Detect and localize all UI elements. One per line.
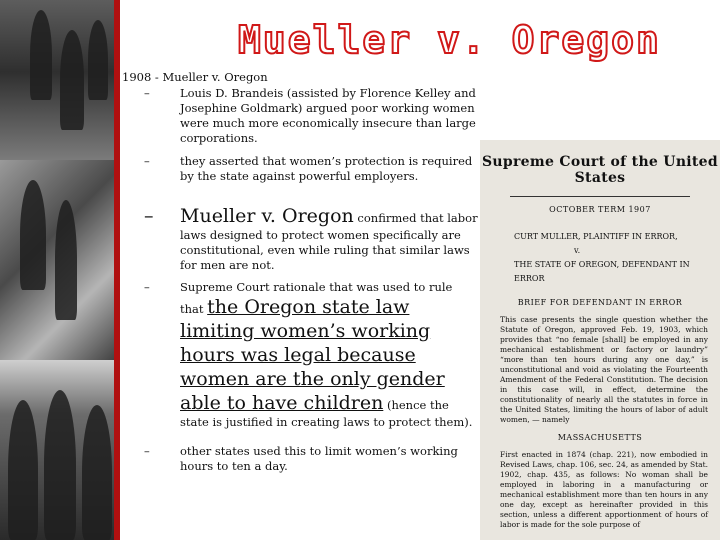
- bullet-text: confirmed that labor laws designed to protect women specifically are constitutional, even while ruling that similar laws for men are not.: [180, 211, 478, 272]
- bullet-text: (hence the state is justified in creating laws to protect them).: [180, 398, 473, 429]
- court-term: OCTOBER TERM 1907: [549, 205, 651, 214]
- bullet-text: Louis D. Brandeis (assisted by Florence Kelley and Josephine Goldmark) argued poor working women were much more economically insecure than large corporations.: [180, 86, 476, 145]
- bullet-dash: –: [144, 280, 150, 294]
- photo-factory-children: [0, 160, 120, 360]
- photo-women-protest: [0, 360, 120, 540]
- defendant: THE STATE OF OREGON, DEFENDANT IN ERROR: [514, 260, 690, 283]
- brief-title: BRIEF FOR DEFENDANT IN ERROR: [517, 298, 683, 307]
- brief-body: This case presents the single question whether the Statute of Oregon, approved Feb. 19, 1903, which provides that “no female [shall] be employed in any mechanical establishment or factory or laundry” “more than ten hours during any one day,” is unconstitutional and void as violating the Fourteenth Amendment of the Federal Constitution. The decision in this case will, in effect, determine the constitutionality of nearly all the statutes in force in the United States, limiting the hours of labor of adult women, — namely: [500, 315, 708, 424]
- photo-child-laborers: [0, 0, 120, 160]
- bullet-text: that: [180, 302, 204, 316]
- emphasis-line: hours was legal because: [180, 344, 416, 366]
- bullet-text: they asserted that women’s protection is required by the state against powerful employers.: [180, 154, 473, 183]
- case-parties: [514, 230, 720, 286]
- bullet-dash: –: [144, 444, 150, 458]
- court-heading: Supreme Court of the United States: [482, 154, 718, 186]
- slide-title: Mueller v. Oregon: [238, 18, 661, 62]
- bullet-dash: –: [144, 205, 154, 227]
- bullet-text: other states used this to limit women’s working hours to ten a day.: [180, 444, 458, 473]
- brief-body-continued: First enacted in 1874 (chap. 221), now embodied in Revised Laws, chap. 106, sec. 24, as amended by Stat. 1902, chap. 435, as follows: No woman shall be employed in laboring in a manufacturing or mechanical establishment more than ten hours in any one day, except as hereinafter provided in this section, unless a different apportionment of hours of labor is made for the sole purpose of: [500, 450, 708, 529]
- bullet-dash: –: [144, 86, 150, 100]
- emphasis-line: able to have children: [180, 392, 384, 414]
- emphasis-line: women are the only gender: [180, 368, 445, 390]
- emphasis-line: limiting women’s working: [180, 320, 431, 342]
- versus: v.: [574, 246, 581, 255]
- state-heading: MASSACHUSETTS: [557, 433, 643, 442]
- emphasis-line: the Oregon state law: [207, 296, 410, 318]
- slide-content: [122, 70, 478, 473]
- bullet-dash: –: [144, 154, 150, 168]
- case-name-emphasis: Mueller v. Oregon: [180, 205, 354, 227]
- intro-line: 1908 - Mueller v. Oregon: [122, 70, 268, 84]
- historical-photo-strip: [0, 0, 120, 540]
- document-rule: [510, 196, 690, 197]
- plaintiff: CURT MULLER, PLAINTIFF IN ERROR,: [514, 232, 678, 241]
- court-brief-document: [480, 140, 720, 540]
- red-divider: [114, 0, 120, 540]
- bullet-text: Supreme Court rationale that was used to rule: [180, 280, 453, 294]
